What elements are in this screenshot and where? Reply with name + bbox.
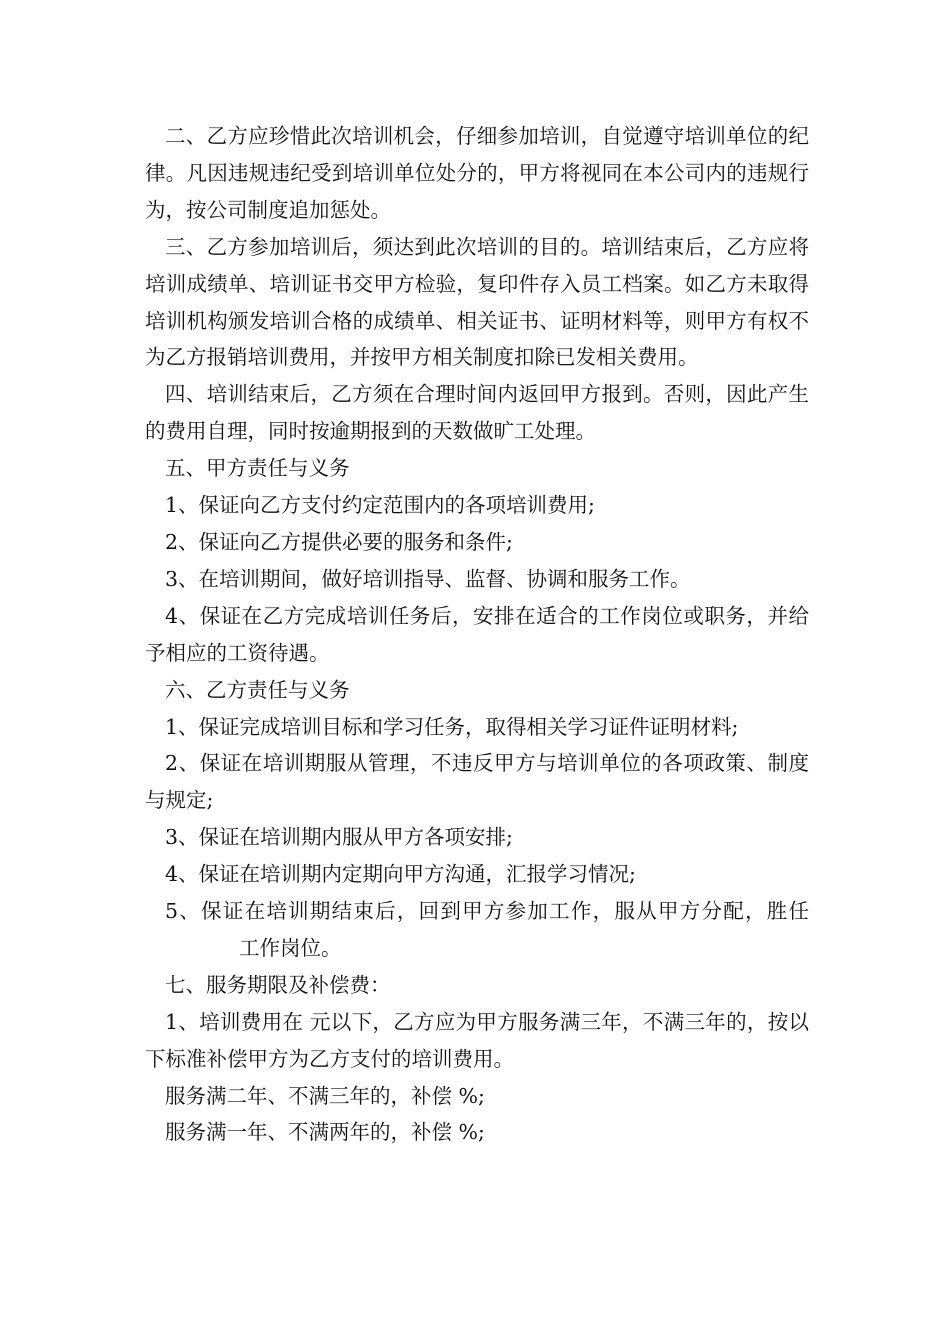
party-b-item-5-text: 5、保证在培训期结束后，回到甲方参加工作，服从甲方分配，胜任 bbox=[165, 899, 809, 924]
party-a-item-2: 2、保证向乙方提供必要的服务和条件; bbox=[165, 529, 513, 554]
party-b-item-5 bbox=[145, 893, 809, 967]
compensation-two-years: 服务满二年、不满三年的，补偿 %; bbox=[165, 1083, 485, 1108]
document-body bbox=[145, 118, 809, 1151]
party-a-item-3: 3、在培训期间，做好培训指导、监督、协调和服务工作。 bbox=[165, 566, 691, 591]
party-a-item-1: 1、保证向乙方支付约定范围内的各项培训费用; bbox=[165, 493, 595, 518]
party-b-item-2: 2、保证在培训期服从管理，不违反甲方与培训单位的各项政策、制度与规定; bbox=[145, 751, 809, 813]
party-a-item-4: 4、保证在乙方完成培训任务后，安排在适合的工作岗位或职务，并给予相应的工资待遇。 bbox=[145, 603, 809, 665]
section-heading-party-a: 五、甲方责任与义务 bbox=[165, 456, 350, 481]
service-term-item-1: 1、培训费用在 元以下，乙方应为甲方服务满三年，不满三年的，按以下标准补偿甲方为乙方支付的培训费用。 bbox=[145, 1009, 809, 1071]
party-b-item-5-tail: 工作岗位。 bbox=[239, 935, 342, 960]
party-b-item-1: 1、保证完成培训目标和学习任务，取得相关学习证件证明材料; bbox=[165, 714, 739, 739]
party-b-item-3: 3、保证在培训期内服从甲方各项安排; bbox=[165, 825, 513, 850]
section-heading-party-b: 六、乙方责任与义务 bbox=[165, 677, 350, 702]
compensation-one-year: 服务满一年、不满两年的，补偿 %; bbox=[165, 1120, 485, 1145]
party-b-item-4: 4、保证在培训期内定期向甲方沟通，汇报学习情况; bbox=[165, 862, 636, 887]
paragraph-2: 二、乙方应珍惜此次培训机会，仔细参加培训，自觉遵守培训单位的纪律。凡因违规违纪受到培训单位处分的，甲方将视同在本公司内的违规行为，按公司制度追加惩处。 bbox=[145, 124, 809, 222]
paragraph-3: 三、乙方参加培训后，须达到此次培训的目的。培训结束后，乙方应将培训成绩单、培训证书交甲方检验，复印件存入员工档案。如乙方未取得培训机构颁发培训合格的成绩单、相关证书、证明材料等，则甲方有权不为乙方报销培训费用，并按甲方相关制度扣除已发相关费用。 bbox=[145, 234, 809, 370]
paragraph-4: 四、培训结束后，乙方须在合理时间内返回甲方报到。否则，因此产生的费用自理，同时按逾期报到的天数做旷工处理。 bbox=[145, 382, 809, 444]
section-heading-service-term: 七、服务期限及补偿费： bbox=[165, 972, 391, 997]
